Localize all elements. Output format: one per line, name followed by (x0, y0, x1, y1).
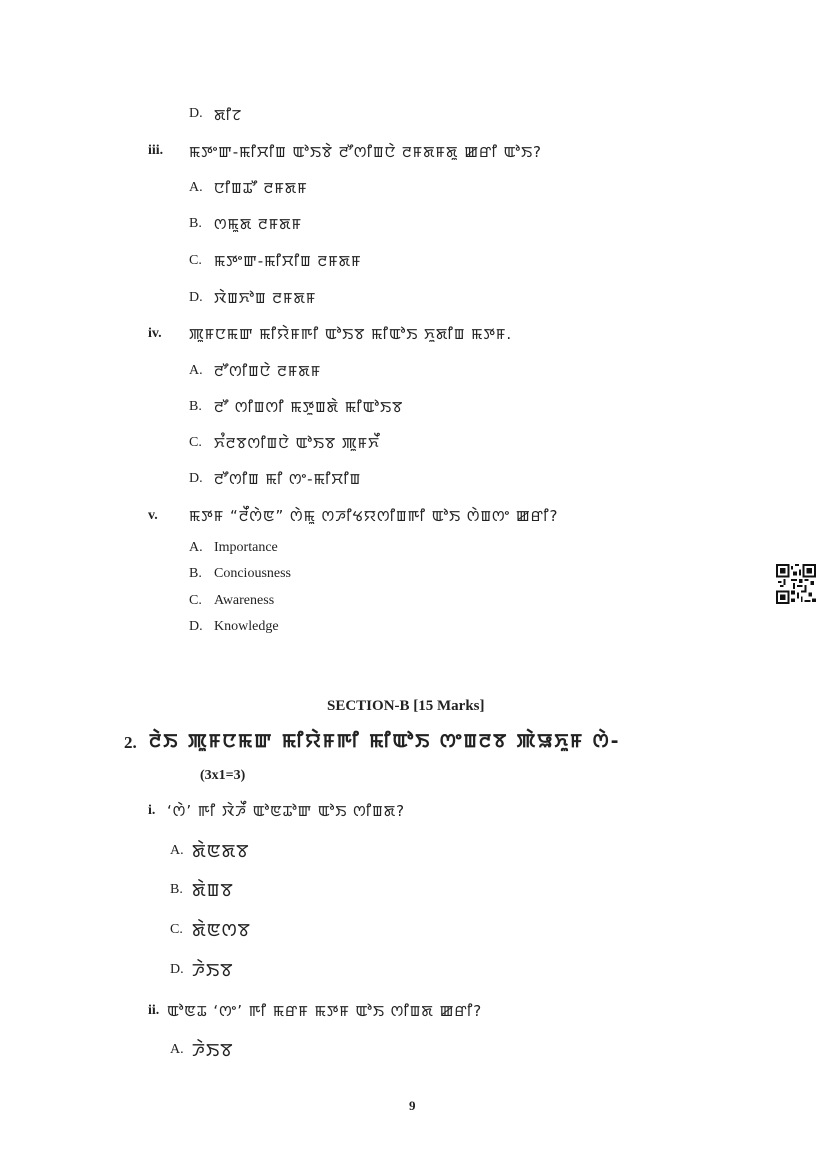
question-text: ꯄꯨꯝꯅꯃꯛ ꯃꯤꯌꯥꯝꯒꯤ ꯑꯣꯏꯕ ꯃꯤꯑꯣꯏ ꯈꯨꯗꯤꯡ ꯃꯇꯝ. (189, 325, 513, 343)
question-number: v. (148, 508, 158, 523)
option-letter: C. (189, 593, 202, 608)
question-number: i. (148, 803, 156, 818)
question-number: ii. (148, 1003, 160, 1018)
option-text: ꯗꯥꯟꯗꯕ (192, 841, 250, 862)
option-text: ꯂꯧꯁꯤꯡꯅꯥ ꯂꯝꯗꯝ (214, 362, 322, 380)
option-text: ꯍꯥꯏꯕ (192, 960, 234, 981)
question-text: ꯂꯥꯏ ꯄꯨꯝꯅꯃꯛ ꯃꯤꯌꯥꯝꯒꯤ ꯃꯤꯑꯣꯏ ꯁꯦꯡꯂꯕ ꯄꯥꯎꯈꯨꯝ ꯁꯥ- (149, 730, 621, 752)
question-number: iii. (148, 143, 164, 158)
option-letter: C. (170, 922, 183, 937)
question-text: ‘ꯁꯥ’ ꯒꯤ ꯋꯥꯍꯩ ꯑꯣꯟꯊꯣꯛ ꯑꯣꯏ ꯁꯤꯡꯗ? (167, 802, 406, 820)
qr-code-icon (776, 564, 816, 604)
option-text: ꯃꯇꯦꯛ-ꯃꯤꯆꯤꯡ ꯂꯝꯗꯝ (214, 252, 362, 270)
marks-label: (3x1=3) (200, 768, 246, 783)
option-text: ꯍꯥꯏꯕ (192, 1040, 234, 1061)
option-text: ꯁꯃꯨꯗ ꯂꯝꯗꯝ (214, 215, 303, 233)
question-number: 2. (124, 733, 137, 752)
option-text: ꯗꯥꯟꯁꯕ (192, 920, 251, 941)
option-letter: A. (170, 843, 184, 858)
option-text: ꯂꯧꯁꯤꯡ ꯃꯤ ꯁꯦ-ꯃꯤꯆꯤꯡ (214, 470, 362, 488)
option-text: ꯂꯧ ꯁꯤꯡꯁꯤ ꯃꯇꯨꯡꯗꯥ ꯃꯤꯑꯣꯏꯕ (214, 398, 404, 416)
option-text: ꯋꯥꯡꯈꯣꯡ ꯂꯝꯗꯝ (214, 289, 317, 307)
question-text: ꯃꯇꯝ “ꯂꯩꯁꯥꯟ” ꯁꯥꯃꯨ ꯁꯍꯤꯠꯌꯁꯤꯡꯒꯤ ꯑꯣꯏ ꯁꯥꯡꯁꯦ ꯀꯔꯤ? (189, 507, 559, 525)
option-text: Awareness (214, 593, 275, 608)
option-letter: B. (170, 882, 183, 897)
option-text: ꯗꯤꯖ (214, 106, 243, 124)
option-letter: D. (189, 106, 203, 121)
option-letter: A. (189, 363, 203, 378)
option-text: Knowledge (214, 619, 279, 634)
option-text: ꯗꯥꯡꯕ (192, 880, 234, 901)
option-letter: B. (189, 216, 202, 231)
option-letter: D. (189, 619, 203, 634)
option-text: ꯈꯪꯂꯕꯁꯤꯡꯅꯥ ꯑꯣꯏꯕ ꯄꯨꯝꯈꯩ (214, 434, 380, 452)
option-text: Conciousness (214, 566, 291, 581)
option-letter: A. (189, 180, 203, 195)
option-letter: A. (189, 540, 203, 555)
page-number: 9 (409, 1098, 416, 1113)
question-text: ꯃꯇꯦꯛ-ꯃꯤꯆꯤꯡ ꯑꯣꯏꯕꯥ ꯂꯧꯁꯤꯡꯅꯥ ꯂꯝꯗꯝꯗꯨ ꯀꯔꯤ ꯑꯣꯏ? (189, 143, 543, 161)
question-text: ꯑꯣꯟꯊ ‘ꯁꯦ’ ꯒꯤ ꯃꯔꯝ ꯃꯇꯝ ꯑꯣꯏ ꯁꯤꯡꯗ ꯀꯔꯤ? (167, 1002, 483, 1020)
option-letter: C. (189, 435, 202, 450)
option-letter: B. (189, 566, 202, 581)
question-number: iv. (148, 326, 162, 341)
option-letter: A. (170, 1042, 184, 1057)
option-letter: D. (189, 471, 203, 486)
option-text: Importance (214, 540, 278, 555)
option-letter: D. (170, 962, 184, 977)
option-letter: B. (189, 399, 202, 414)
option-letter: C. (189, 253, 202, 268)
option-text: ꯅꯤꯡꯊꯧ ꯂꯝꯗꯝ (214, 179, 308, 197)
option-letter: D. (189, 290, 203, 305)
section-heading: SECTION-B [15 Marks] (327, 698, 485, 714)
